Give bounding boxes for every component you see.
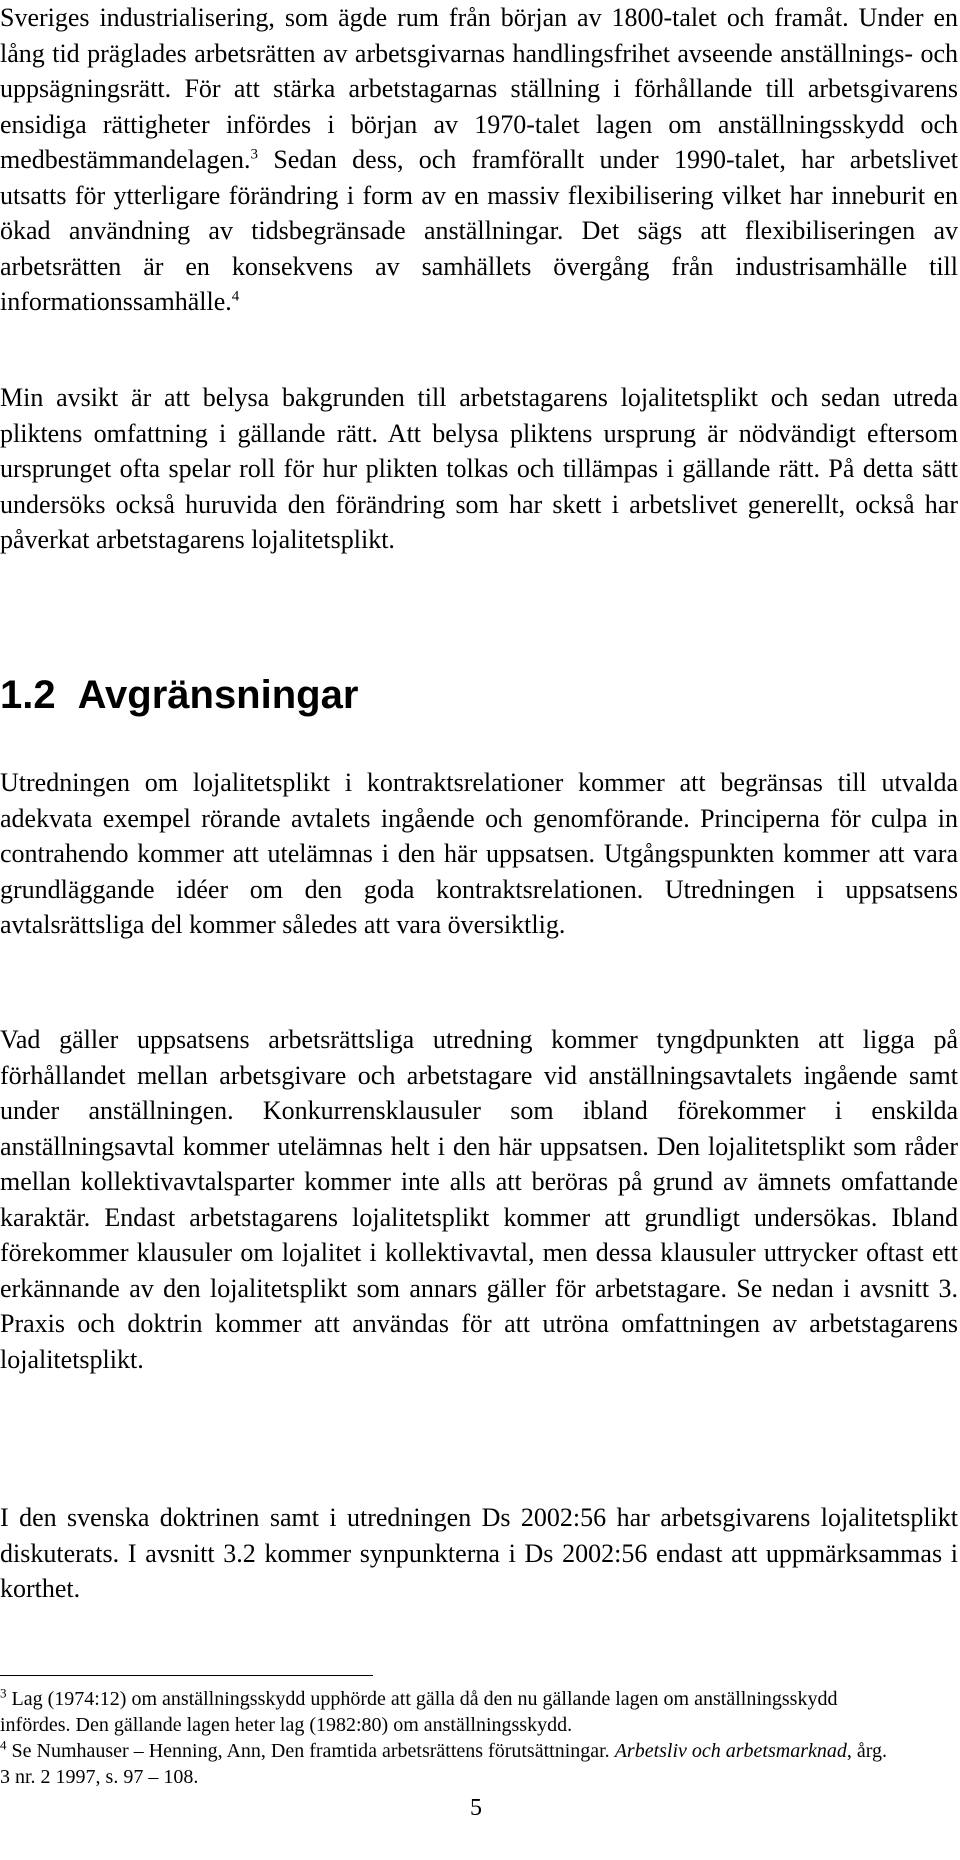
- footnote-4: [0, 1738, 900, 1790]
- section-heading: [0, 665, 358, 725]
- section-title: Avgränsningar: [77, 673, 359, 717]
- footnote-3-number: 3: [0, 1685, 7, 1701]
- page-number: 5: [470, 1795, 482, 1821]
- paragraph-delimitation-contract: Utredningen om lojalitetsplikt i kontraktsrelationer kommer att begränsas till utvalda adekvata exempel rörande avtalets ingående och genomförande. Principerna för culpa in contrahendo kommer att utelämnas i den här uppsatsen. Utgångspunkten kommer att vara grundläggande idéer om den goda kontraktsrelationen. Utredningen i uppsatsens avtalsrättsliga del kommer således att vara översiktlig.: [0, 768, 958, 939]
- paragraph-purpose: Min avsikt är att belysa bakgrunden till arbetstagarens lojalitetsplikt och sedan utreda pliktens omfattning i gällande rätt. Att belysa pliktens ursprung är nödvändigt eftersom ursprunget ofta spelar roll för hur plikten tolkas och tillämpas i gällande rätt. På detta sätt undersöks också huruvida den förändring som har skett i arbetslivet generellt, också har påverkat arbetstagarens lojalitetsplikt.: [0, 383, 958, 554]
- section-number: 1.2: [0, 673, 56, 717]
- paragraph-delimitation-labour-law: Vad gäller uppsatsens arbetsrättsliga utredning kommer tyngdpunkten att ligga på förhållandet mellan arbetsgivare och arbetstagare vid anställningsavtalets ingående samt under anställningen. Konkurrensklausuler som ibland förekommer i enskilda anställningsavtal kommer utelämnas helt i den här uppsatsen. Den lojalitetsplikt som råder mellan kollektivavtalsparter kommer inte alls att beröras på grund av ämnets omfattande karaktär. Endast arbetstagarens lojalitetsplikt kommer att grundligt undersökas. Ibland förekommer klausuler om lojalitet i kollektivavtal, men dessa klausuler uttrycker oftast ett erkännande av den lojalitetsplikt som annars gäller för arbetstagare. Se nedan i avsnitt 3. Praxis och doktrin kommer att användas för att utröna omfattningen av arbetstagarens lojalitetsplikt.: [0, 1025, 958, 1374]
- footnote-ref-4[interactable]: 4: [231, 288, 240, 305]
- footnote-4-text: Se Numhauser – Henning, Ann, Den framtida arbetsrättens förutsättningar.: [6, 1740, 615, 1762]
- footnote-ref-3[interactable]: 3: [250, 146, 259, 163]
- footnote-3: [0, 1686, 900, 1738]
- footnote-separator: [0, 1675, 373, 1676]
- footnotes: [0, 1686, 900, 1790]
- footnote-4-number: 4: [0, 1737, 7, 1753]
- paragraph-background: [0, 0, 958, 320]
- footnote-4-journal: Arbetsliv och arbetsmarknad: [614, 1740, 847, 1762]
- paragraph-background-text-a: Sveriges industrialisering, som ägde rum från början av 1800-talet och framåt. Under en lång tid präglades arbetsrätten av arbetsgivarnas handlingsfrihet avseende anställnings- och uppsägningsrätt. För att stärka arbetstagarnas ställning i förhållande till arbetsgivarens ensidiga rättigheter infördes i början av 1970-talet lagen om anställningsskydd och medbestämmandelagen.: [0, 3, 958, 174]
- paragraph-doctrine: I den svenska doktrinen samt i utredningen Ds 2002:56 har arbetsgivarens lojalitetsplikt diskuterats. I avsnitt 3.2 kommer synpunkterna i Ds 2002:56 endast att uppmärksammas i korthet.: [0, 1503, 958, 1603]
- footnote-4-tail: , årg. 3 nr. 2 1997, s. 97 – 108.: [0, 1740, 888, 1788]
- paragraph-background-text-b: Sedan dess, och framförallt under 1990-talet, har arbetslivet utsatts för ytterligare förändring i form av en massiv flexibilisering vilket har inneburit en ökad användning av tidsbegränsade anställningar. Det sägs att flexibiliseringen av arbetsrätten är en konsekvens av samhällets övergång från industrisamhälle till informationssamhälle.: [0, 145, 958, 316]
- footnote-3-text: Lag (1974:12) om anställningsskydd upphörde att gälla då den nu gällande lagen om anställningsskydd infördes. Den gällande lagen heter lag (1982:80) om anställningsskydd.: [0, 1688, 838, 1736]
